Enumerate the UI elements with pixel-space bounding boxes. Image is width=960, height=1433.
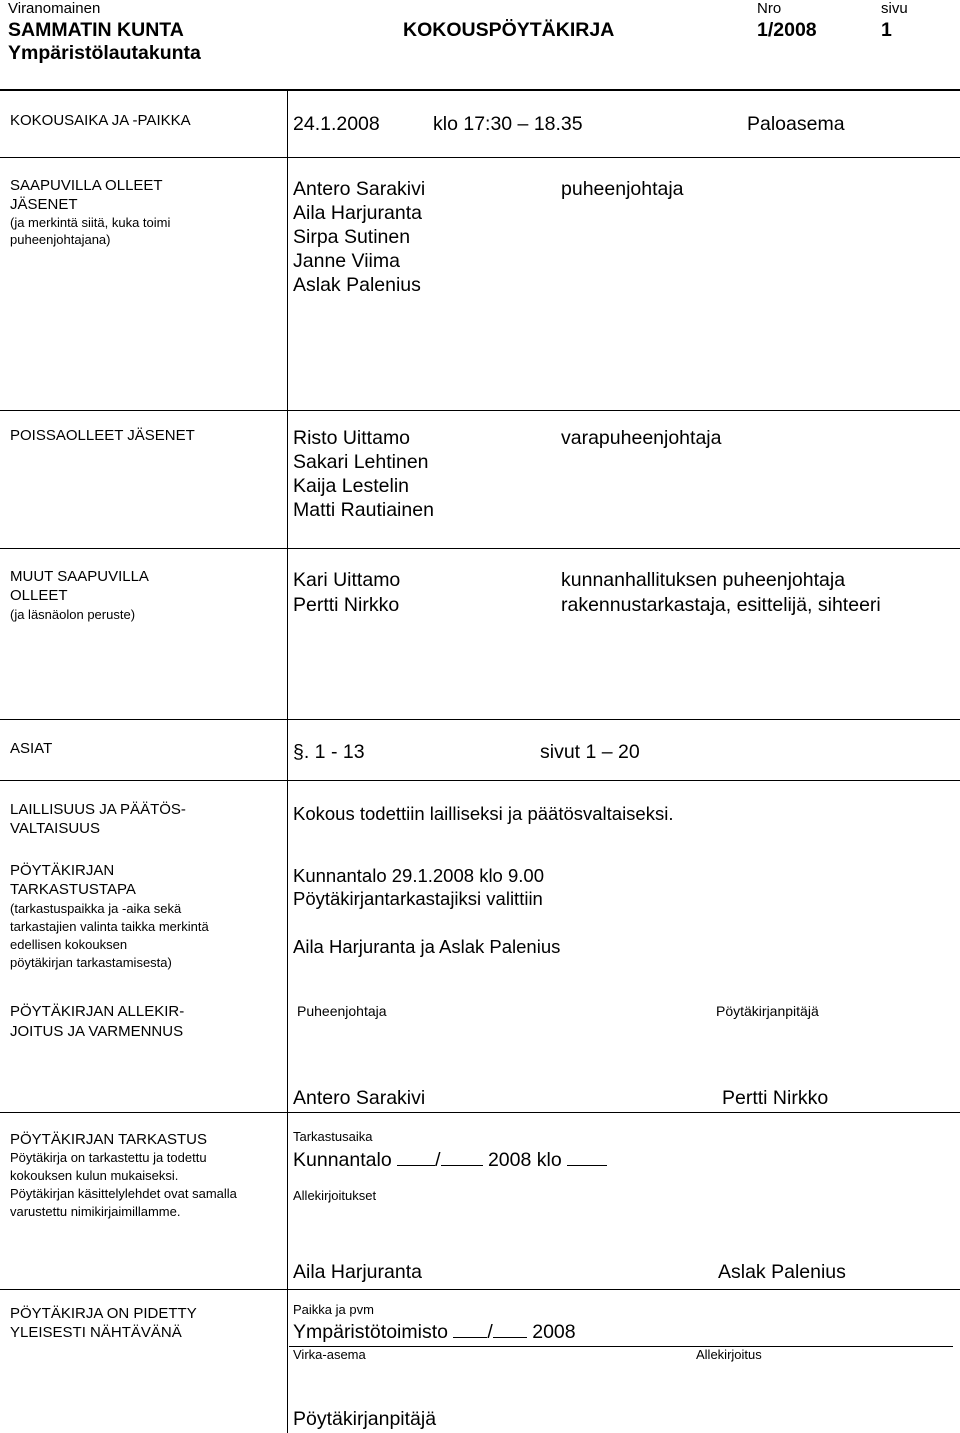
row-divider bbox=[0, 719, 960, 720]
present-note: (ja merkintä siitä, kuka toimi bbox=[10, 215, 171, 230]
absent-member: Matti Rautiainen bbox=[293, 499, 434, 521]
review-label: TARKASTUSTAPA bbox=[10, 881, 136, 898]
display-place: Ympäristötoimisto bbox=[293, 1321, 448, 1343]
document-number: 1/2008 bbox=[757, 19, 817, 41]
place-date-label: Paikka ja pvm bbox=[293, 1302, 374, 1317]
chair-signature-label: Puheenjohtaja bbox=[297, 1003, 387, 1019]
inspection-note: Pöytäkirjan käsittelylehdet ovat samalla bbox=[10, 1186, 237, 1201]
signing-label: JOITUS JA VARMENNUS bbox=[10, 1023, 184, 1040]
review-note: edellisen kokouksen bbox=[10, 937, 128, 952]
signer-name: Aslak Palenius bbox=[718, 1261, 846, 1283]
row-divider bbox=[0, 1289, 960, 1290]
member-name: Sirpa Sutinen bbox=[293, 226, 411, 248]
table-top-border bbox=[0, 89, 960, 91]
display-label: PÖYTÄKIRJA ON PIDETTY bbox=[10, 1305, 197, 1322]
review-chosen: Pöytäkirjantarkastajiksi valittiin bbox=[293, 888, 543, 909]
secretary-name: Pertti Nirkko bbox=[722, 1087, 829, 1109]
signature-line bbox=[289, 1346, 953, 1347]
review-note: tarkastajien valinta taikka merkintä bbox=[10, 919, 209, 934]
day-blank[interactable] bbox=[453, 1321, 487, 1338]
review-reviewers: Aila Harjuranta ja Aslak Palenius bbox=[293, 936, 561, 957]
review-note: pöytäkirjan tarkastamisesta) bbox=[10, 955, 172, 970]
matters-label: ASIAT bbox=[10, 740, 53, 757]
matters-pages: sivut 1 – 20 bbox=[540, 741, 640, 763]
municipality-name: SAMMATIN KUNTA bbox=[8, 19, 184, 41]
month-blank[interactable] bbox=[493, 1321, 527, 1338]
matters-sections: §. 1 - 13 bbox=[293, 741, 365, 763]
absent-label: POISSAOLLEET JÄSENET bbox=[10, 427, 195, 444]
authority-name: Ympäristölautakunta bbox=[8, 42, 201, 64]
absent-member: Kaija Lestelin bbox=[293, 475, 409, 497]
meeting-date: 24.1.2008 bbox=[293, 113, 380, 135]
time-blank[interactable] bbox=[567, 1149, 607, 1166]
member-name: Aslak Palenius bbox=[293, 274, 421, 296]
authority-label: Viranomainen bbox=[8, 0, 101, 17]
number-label: Nro bbox=[757, 0, 782, 17]
member-name: Janne Viima bbox=[293, 250, 400, 272]
document-type: KOKOUSPÖYTÄKIRJA bbox=[403, 19, 615, 41]
signing-label: PÖYTÄKIRJAN ALLEKIR- bbox=[10, 1003, 185, 1020]
legality-label: LAILLISUUS JA PÄÄTÖS- bbox=[10, 801, 186, 818]
chair-name: Antero Sarakivi bbox=[293, 1087, 426, 1109]
row-divider bbox=[0, 1112, 960, 1113]
inspection-place-date bbox=[293, 1149, 607, 1171]
inspection-year-time: 2008 klo bbox=[487, 1149, 562, 1171]
member-name: Aila Harjuranta bbox=[293, 202, 422, 224]
meeting-place: Paloasema bbox=[747, 113, 845, 135]
row-divider bbox=[0, 780, 960, 781]
display-place-date bbox=[293, 1321, 576, 1343]
inspection-place: Kunnantalo bbox=[293, 1149, 392, 1171]
review-place-time: Kunnantalo 29.1.2008 klo 9.00 bbox=[293, 865, 544, 886]
others-label: OLLEET bbox=[10, 587, 68, 604]
other-person-role: rakennustarkastaja, esittelijä, sihteeri bbox=[561, 594, 881, 616]
inspection-note: kokouksen kulun mukaiseksi. bbox=[10, 1168, 179, 1183]
month-blank[interactable] bbox=[441, 1149, 483, 1166]
inspection-label: PÖYTÄKIRJAN TARKASTUS bbox=[10, 1131, 207, 1148]
page-number: 1 bbox=[881, 19, 892, 41]
page-label: sivu bbox=[881, 0, 908, 17]
date-separator: / bbox=[435, 1149, 441, 1171]
other-person-name: Kari Uittamo bbox=[293, 569, 401, 591]
inspection-note: Pöytäkirja on tarkastettu ja todettu bbox=[10, 1150, 207, 1165]
display-position: Pöytäkirjanpitäjä bbox=[293, 1408, 437, 1430]
position-label: Virka-asema bbox=[293, 1347, 366, 1362]
inspection-time-label: Tarkastusaika bbox=[293, 1129, 373, 1144]
legality-text: Kokous todettiin lailliseksi ja päätösvaltaiseksi. bbox=[293, 803, 674, 824]
date-separator: / bbox=[487, 1321, 493, 1343]
chair-role: puheenjohtaja bbox=[561, 178, 684, 200]
inspection-note: varustettu nimikirjaimillamme. bbox=[10, 1204, 181, 1219]
secretary-signature-label: Pöytäkirjanpitäjä bbox=[716, 1003, 819, 1019]
column-divider bbox=[287, 90, 288, 1433]
signer-name: Aila Harjuranta bbox=[293, 1261, 422, 1283]
present-label: SAAPUVILLA OLLEET bbox=[10, 177, 163, 194]
absent-member: Risto Uittamo bbox=[293, 427, 411, 449]
row-divider bbox=[0, 157, 960, 158]
day-blank[interactable] bbox=[397, 1149, 435, 1166]
row-divider bbox=[0, 548, 960, 549]
present-label: JÄSENET bbox=[10, 196, 78, 213]
display-year: 2008 bbox=[532, 1321, 576, 1343]
others-note: (ja läsnäolon peruste) bbox=[10, 607, 136, 622]
signatures-label: Allekirjoitukset bbox=[293, 1188, 377, 1203]
other-person-name: Pertti Nirkko bbox=[293, 594, 400, 616]
legality-label: VALTAISUUS bbox=[10, 820, 101, 837]
signature-label: Allekirjoitus bbox=[696, 1347, 762, 1362]
meeting-label: KOKOUSAIKA JA -PAIKKA bbox=[10, 112, 191, 129]
review-label: PÖYTÄKIRJAN bbox=[10, 862, 115, 879]
absent-member: Sakari Lehtinen bbox=[293, 451, 429, 473]
member-name: Antero Sarakivi bbox=[293, 178, 426, 200]
review-note: (tarkastuspaikka ja -aika sekä bbox=[10, 901, 182, 916]
meeting-time: klo 17:30 – 18.35 bbox=[433, 113, 583, 135]
others-label: MUUT SAAPUVILLA bbox=[10, 568, 149, 585]
display-label: YLEISESTI NÄHTÄVÄNÄ bbox=[10, 1324, 182, 1341]
vice-chair-role: varapuheenjohtaja bbox=[561, 427, 722, 449]
other-person-role: kunnanhallituksen puheenjohtaja bbox=[561, 569, 846, 591]
row-divider bbox=[0, 410, 960, 411]
present-note: puheenjohtajana) bbox=[10, 232, 111, 247]
